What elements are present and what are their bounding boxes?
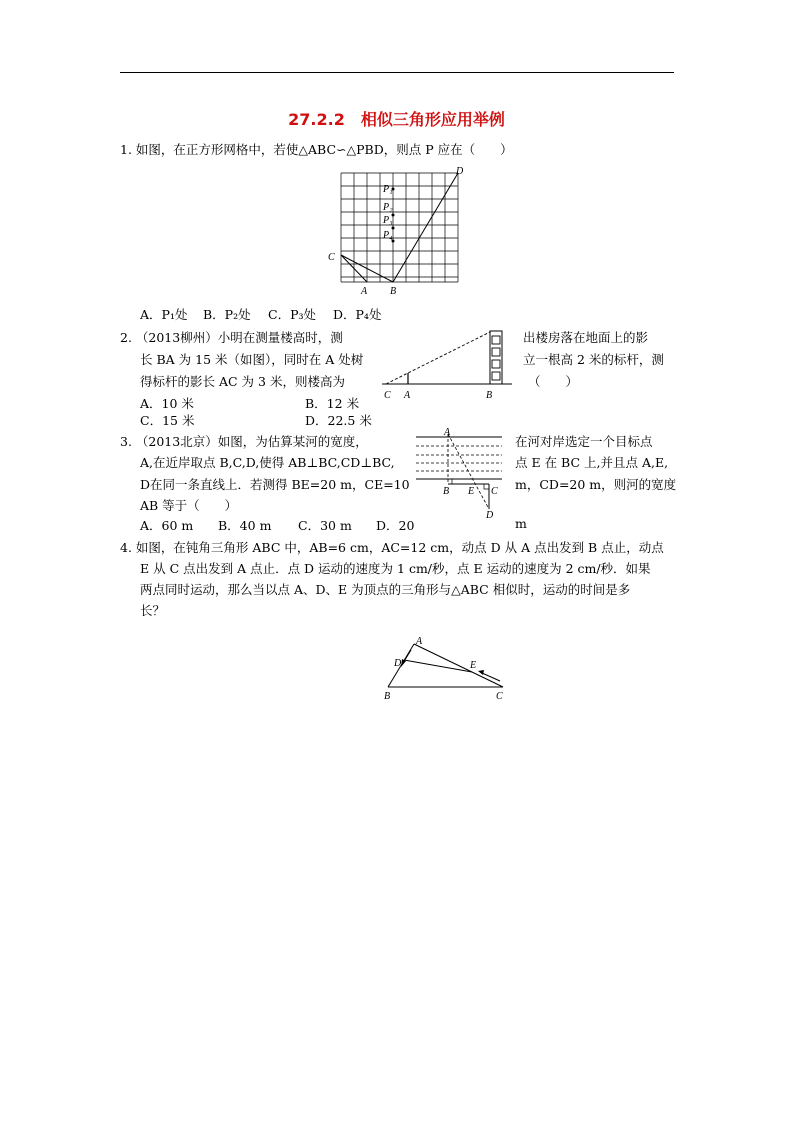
q3-line1-left: 3. （2013北京）如图，为估算某河的宽度， [120,434,368,449]
q4-line2: E 从 C 点出发到 A 点止．点 D 运动的速度为 1 cm/秒，点 E 运动的速度为 2 cm/秒．如果 [140,561,651,576]
q3-label-b: B [443,486,450,497]
q3-line3-left: D在同一条直线上．若测得 BE=20 m，CE=10 [140,477,410,492]
q3-option-d-unit: m [515,516,527,531]
q2-label-c: C [384,390,391,401]
q2-line3-right: （ ） [528,374,579,389]
q3-label-c: C [491,486,498,497]
q3-option-c: C．30 m [298,518,352,533]
q3-label-d: D [486,510,494,520]
q4-triangle-figure [378,632,508,702]
header-rule [120,72,674,73]
q2-line1-right: 出楼房落在地面上的影 [523,330,649,345]
q3-line1-right: 在河对岸选定一个目标点 [515,434,653,449]
q4-label-c: C [496,691,503,702]
q2-label-a: A [404,390,411,401]
q1-stem: 1. 如图，在正方形网格中，若使△ABC∽△PBD，则点 P 应在（ ） [120,142,513,157]
q1-label-p2: P₂ [383,202,393,213]
q1-option-b: B．P₂处 [203,307,251,322]
q2-option-a: A．10 米 [140,396,194,411]
q2-building-figure [378,328,518,402]
q1-option-d: D．P₄处 [333,307,382,322]
q4-label-d: D [394,658,402,669]
q1-label-c: C [328,252,335,263]
q3-option-b: B．40 m [218,518,272,533]
q2-label-b: B [486,390,493,401]
q2-line3-left: 得标杆的影长 AC 为 3 米，则楼高为 [140,374,345,389]
q4-line4: 长？ [140,603,166,618]
q2-option-c: C．15 米 [140,413,195,428]
q3-line2-right: 点 E 在 BC 上,并且点 A,E, [515,455,669,470]
q4-label-e: E [470,660,477,671]
q4-line3: 两点同时运动，那么当以点 A、D、E 为顶点的三角形与△ABC 相似时，运动的时间是多 [140,582,631,597]
q2-line1-left: 2. （2013柳州）小明在测量楼高时，测 [120,330,343,345]
q1-label-p1: P₁ [383,184,393,195]
q3-river-figure [414,426,506,520]
q3-label-a: A [444,427,451,438]
q1-label-a: A [361,286,368,297]
q2-line2-right: 立一根高 2 米的标杆，测 [523,352,664,367]
q3-option-a: A．60 m [140,518,194,533]
q3-line2-left: A,在近岸取点 B,C,D,使得 AB⊥BC,CD⊥BC, [140,455,395,470]
q4-line1: 4. 如图，在钝角三角形 ABC 中，AB=6 cm，AC=12 cm，动点 D 从 A 点出发到 B 点止，动点 [120,540,664,555]
q1-grid-figure [325,162,470,300]
q3-line3-right: m，CD=20 m，则河的宽度 [515,477,677,492]
q2-option-d: D．22.5 米 [305,413,372,428]
q1-option-a: A．P₁处 [140,307,188,322]
q3-label-e: E [468,486,475,497]
q2-line2-left: 长 BA 为 15 米（如图），同时在 A 处树 [140,352,364,367]
q1-label-d: D [456,166,464,177]
q1-option-c: C．P₃处 [268,307,316,322]
q2-option-b: B．12 米 [305,396,360,411]
page-title: 27.2.2 相似三角形应用举例 [288,110,505,129]
q4-label-a: A [416,636,423,647]
q1-label-b: B [390,286,397,297]
q1-label-p4: P₄ [383,230,393,241]
q3-line4: AB 等于（ ） [140,498,238,513]
q1-label-p3: P₃ [383,215,393,226]
q3-option-d: D．20 [376,518,415,533]
q4-label-b: B [384,691,391,702]
